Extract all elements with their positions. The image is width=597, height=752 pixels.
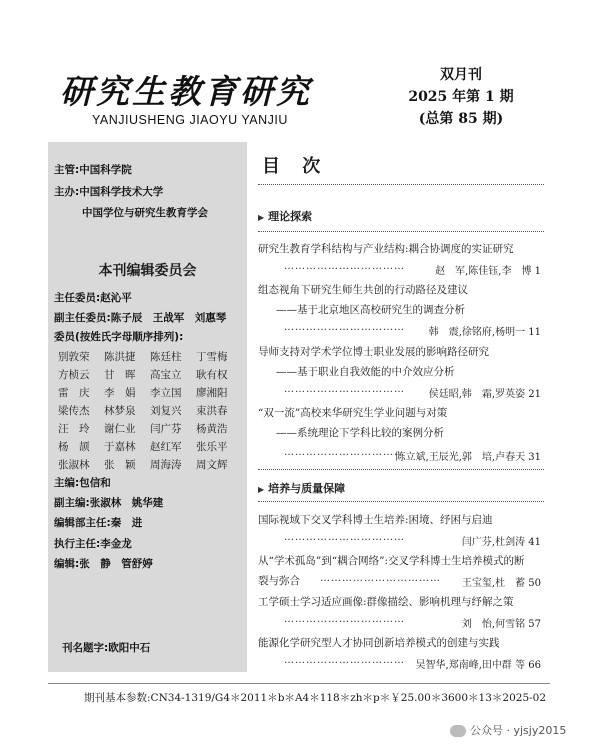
divider [258, 231, 544, 232]
journal-title-cn: 研究生教育研究 [60, 72, 312, 111]
footer-divider [48, 683, 550, 684]
member-row [58, 385, 242, 403]
member: 李 娟 [104, 387, 136, 399]
member: 张 颖 [104, 459, 136, 471]
member: 陈洪捷 [104, 351, 136, 363]
exec-editor: 执行主任:李金龙 [54, 538, 132, 550]
editor-in-chief: 主编:包信和 [54, 477, 111, 489]
member-row [58, 421, 242, 439]
member-row [58, 403, 242, 421]
member: 于嘉林 [104, 441, 136, 453]
member: 雷 庆 [58, 387, 90, 399]
member: 赵红军 [150, 441, 182, 453]
section-marker-icon: ▶ [258, 213, 265, 222]
journal-title-en: YANJIUSHENG JIAOYU YANJIU [92, 113, 288, 127]
member: 刘复兴 [150, 405, 182, 417]
article-title[interactable]: “双一流”高校来华研究生学业问题与对策 [258, 407, 448, 419]
sponsor-2: 中国学位与研究生教育学会 [82, 207, 208, 219]
article-authors: 吴智华,郑南峰,田中群 等 66 [415, 660, 541, 671]
journal-params: 期刊基本参数:CN34-1319/G4＊2011＊b＊A4＊118＊zh＊p＊￥25.00＊3600＊13＊2025-02 [84, 692, 547, 704]
section-heading: ▶ 培养与质量保障 [258, 482, 346, 495]
masthead-panel [48, 142, 247, 672]
section-heading: ▶ 理论探索 [258, 210, 313, 223]
section-marker-icon: ▶ [258, 485, 265, 494]
member: 张淑林 [58, 459, 90, 471]
member: 张乐平 [196, 441, 228, 453]
chair: 主任委员:赵沁平 [54, 292, 132, 304]
vice-editor: 副主编:张淑林 姚华建 [54, 497, 164, 509]
article-subtitle: ——基于职业自我效能的中介效应分析 [276, 366, 455, 378]
article-authors: 闫广芬,杜剑涛 41 [461, 537, 541, 548]
leader-dots: …………………………… [284, 614, 405, 625]
article-authors: 韩 震,徐铭府,杨明一 11 [428, 327, 541, 338]
vice-chair: 副主任委员:陈子辰 王战军 刘惠琴 [54, 312, 227, 324]
members-grid [58, 349, 242, 475]
member-row [58, 367, 242, 385]
member: 丁雪梅 [196, 351, 228, 363]
divider [258, 501, 544, 502]
member: 林梦泉 [104, 405, 136, 417]
dept-head: 编辑部主任:秦 进 [54, 517, 143, 529]
member: 陈廷柱 [150, 351, 182, 363]
watermark: 公众号 · yjsjy2015 [450, 722, 566, 738]
leader-dots: …………………………… [284, 532, 405, 543]
member: 周海涛 [150, 459, 182, 471]
article-title[interactable]: 组态视角下研究生师生共创的行动路径及建议 [258, 284, 468, 296]
member: 耿有权 [196, 369, 228, 381]
article-authors: 刘 怡,何雪铭 57 [461, 619, 541, 630]
editors: 编辑:张 静 管舒婷 [54, 558, 153, 570]
member: 杨 颉 [58, 441, 90, 453]
member: 闫广芬 [150, 423, 182, 435]
member-row [58, 349, 242, 367]
member: 周文辉 [196, 459, 228, 471]
member: 梁传杰 [58, 405, 90, 417]
member: 汪 玲 [58, 423, 90, 435]
article-title[interactable]: 工学硕士学习适应画像:群像描绘、影响机理与纾解之策 [258, 596, 514, 608]
wechat-icon [450, 725, 466, 737]
article-title[interactable]: 国际视域下交叉学科博士生培养:困境、纾困与启迪 [258, 514, 493, 526]
member: 高宝立 [150, 369, 182, 381]
leader-dots: …………………………… [284, 322, 405, 333]
article-authors: 侯廷昭,韩 霜,罗英姿 21 [428, 389, 541, 400]
leader-dots: …………………………… [320, 573, 441, 584]
article-title-cont: 裂与弥合 [258, 575, 300, 587]
article-subtitle: ——基于北京地区高校研究生的调查分析 [276, 304, 465, 316]
member: 束洪春 [196, 405, 228, 417]
article-title[interactable]: 能源化学研究型人才协同创新培养模式的创建与实践 [258, 637, 500, 649]
frequency: 双月刊 [440, 67, 482, 83]
article-authors: 陈立斌,王辰光,郭 培,卢春天 31 [395, 452, 541, 463]
leader-dots: …………………………… [284, 655, 405, 666]
member: 方桢云 [58, 369, 90, 381]
leader-dots: …………………………… [284, 447, 405, 458]
member: 廖湘阳 [196, 387, 228, 399]
article-authors: 赵 军,陈佳钰,李 博 1 [435, 266, 541, 277]
inscription: 刊名题字:欧阳中石 [62, 642, 151, 654]
total-issue: (总第 85 期) [418, 111, 504, 127]
article-title[interactable]: 从“学术孤岛”到“耦合网络”:交叉学科博士生培养模式的断 [258, 555, 525, 567]
article-authors: 王宝玺,杜 蓄 50 [461, 578, 541, 589]
divider [258, 184, 544, 185]
member: 谢仁业 [104, 423, 136, 435]
leader-dots: …………………………… [284, 384, 405, 395]
toc-title: 目 次 [262, 156, 329, 177]
sponsor-1: 主办:中国科学技术大学 [54, 186, 164, 198]
leader-dots: …………………………… [284, 261, 405, 272]
issue-number: 2025 年第 1 期 [408, 89, 514, 105]
article-title[interactable]: 研究生教育学科结构与产业结构:耦合协调度的实证研究 [258, 243, 514, 255]
article-title[interactable]: 导师支持对学术学位博士职业发展的影响路径研究 [258, 346, 489, 358]
member: 甘 晖 [104, 369, 136, 381]
article-subtitle: ——系统理论下学科比较的案例分析 [276, 427, 444, 439]
member-row [58, 457, 242, 475]
members-label: 委员(按姓氏字母顺序排列): [54, 331, 184, 343]
supervisor: 主管:中国科学院 [54, 164, 132, 176]
member: 李立国 [150, 387, 182, 399]
divider [258, 469, 544, 470]
board-title: 本刊编辑委员会 [98, 263, 197, 279]
member: 杨黄浩 [196, 423, 228, 435]
member: 别敦荣 [58, 351, 90, 363]
member-row [58, 439, 242, 457]
